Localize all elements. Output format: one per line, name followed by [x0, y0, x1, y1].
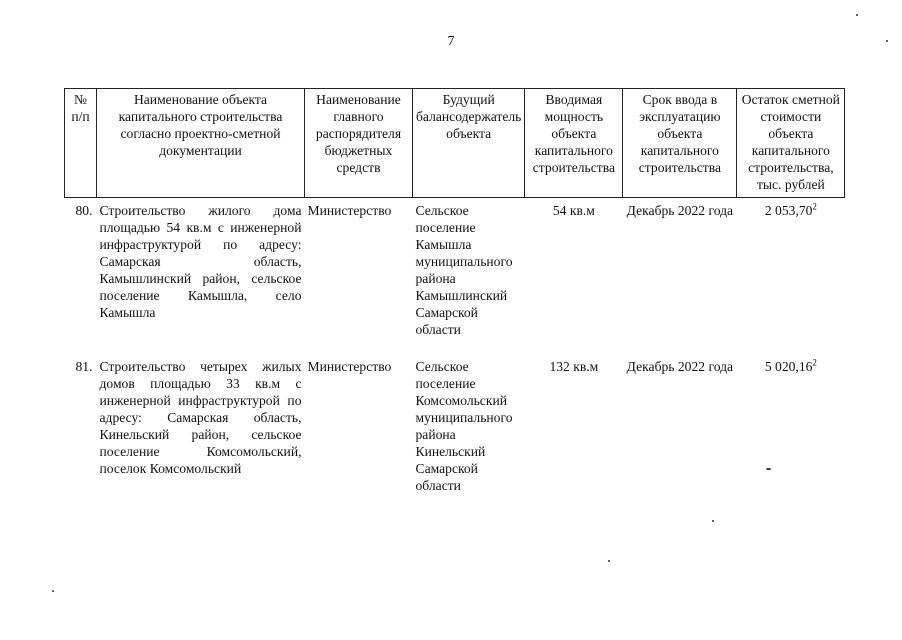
- scan-speck: [52, 590, 54, 592]
- header-number: № п/п: [65, 89, 97, 198]
- scan-speck: [608, 560, 610, 562]
- scan-speck: [712, 520, 714, 522]
- remaining-cost: 5 020,16: [764, 359, 813, 374]
- header-budget-manager: Наименование главного распорядителя бюджетных средств: [305, 89, 413, 198]
- budget-manager: Министерство: [307, 359, 392, 374]
- table-header-row: [65, 89, 845, 198]
- row-number: 80.: [75, 203, 93, 218]
- capital-construction-table: [64, 88, 845, 510]
- budget-manager: Министерство: [307, 203, 392, 218]
- future-holder: Сельское поселение Комсомольский муниципального района Кинельский Самарской области: [415, 359, 513, 493]
- header-future-holder: Будущий балансодержатель объекта: [413, 89, 525, 198]
- object-name: Строительство четырех жилых домов площадью 33 кв.м с инженерной инфраструктурой по адресу: Самарская область, Кинельский район, сельское поселение Комсомольский, поселок Комсомольский: [99, 359, 302, 476]
- table-row: [65, 198, 845, 355]
- capacity: 54 кв.м: [552, 203, 595, 218]
- header-remaining-cost: Остаток сметной стоимости объекта капитального строительства, тыс. рублей: [737, 89, 845, 198]
- commissioning-term: Декабрь 2022 года: [626, 359, 734, 374]
- header-capacity: Вводимая мощность объекта капитального строительства: [525, 89, 623, 198]
- capacity: 132 кв.м: [549, 359, 599, 374]
- remaining-cost-cell: [737, 354, 845, 510]
- page-number: 7: [447, 34, 455, 49]
- remaining-cost: 2 053,70: [764, 203, 813, 218]
- commissioning-term: Декабрь 2022 года: [626, 203, 734, 218]
- footnote-mark: 2: [812, 201, 817, 212]
- footnote-mark: 2: [812, 357, 817, 368]
- header-commissioning-term: Срок ввода в эксплуатацию объекта капитального строительства: [623, 89, 737, 198]
- scan-speck: [856, 14, 858, 16]
- header-object-name: Наименование объекта капитального строительства согласно проектно-сметной документации: [97, 89, 305, 198]
- scan-speck: [766, 468, 771, 470]
- table-row: [65, 354, 845, 510]
- scan-speck: [886, 40, 888, 42]
- object-name: Строительство жилого дома площадью 54 кв.м с инженерной инфраструктурой по адресу: Самарская область, Камышлинский район, сельское поселение Камышла, село Камышла: [99, 203, 302, 320]
- remaining-cost-cell: [737, 198, 845, 355]
- future-holder: Сельское поселение Камышла муниципального района Камышлинский Самарской области: [415, 203, 513, 337]
- row-number: 81.: [75, 359, 93, 374]
